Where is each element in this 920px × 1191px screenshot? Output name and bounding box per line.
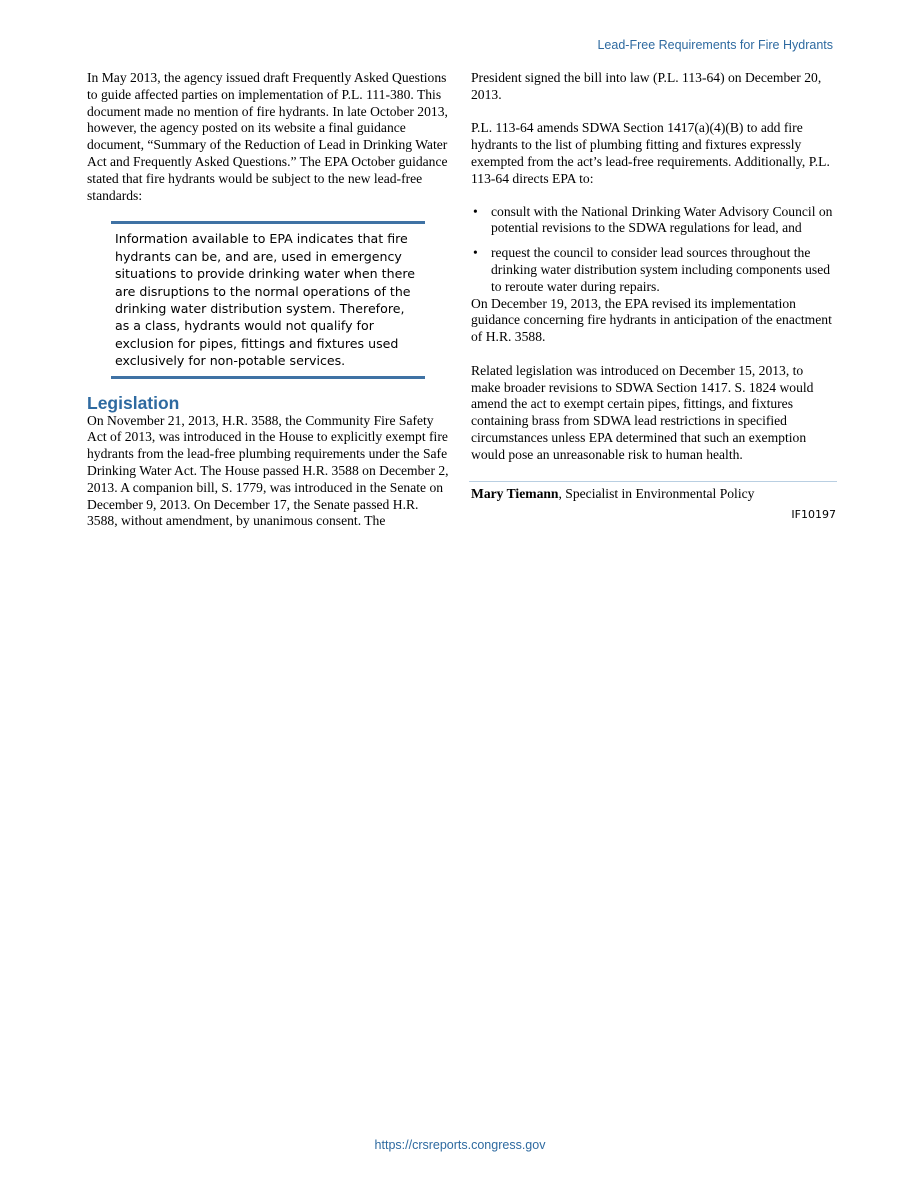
section-heading: Legislation [87,392,180,413]
block-quote: Information available to EPA indicates that fire hydrants can be, and are, used in emergency situations to provide drinking water when there are disruptions to the normal operations of the drinking water distribution system. Therefore, as a class, hydrants would not qualify for exclusion for pipes, fittings and fixtures used exclusively for non-potable services. [111,221,425,378]
author-divider [469,481,837,482]
author-name: Mary Tiemann [471,485,559,501]
running-header: Lead-Free Requirements for Fire Hydrants [597,38,833,52]
left-column [87,70,449,530]
author-line [471,486,836,503]
author-title: , Specialist in Environmental Policy [558,485,755,501]
list-item: • consult with the National Drinking Water Advisory Council on potential revisions to the SDWA regulations for lead, and [471,204,836,238]
body-paragraph: P.L. 113-64 amends SDWA Section 1417(a)(4)(B) to add fire hydrants to the list of plumbing fitting and fixtures expressly exempted from the act’s lead-free requirements. Additionally, P.L. 113-64 directs EPA to: [471,120,830,186]
list-item: • request the council to consider lead sources throughout the drinking water distribution system including components used to reroute water during repairs. [471,245,836,295]
body-paragraph: On November 21, 2013, H.R. 3588, the Community Fire Safety Act of 2013, was introduced in the House to explicitly exempt fire hydrants from the lead-free plumbing requirements under the Safe Drinking Water Act. The House passed H.R. 3588 on December 2, 2013. A companion bill, S. 1779, was introduced in the Senate on December 9, 2013. On December 17, the Senate passed H.R. 3588, without amendment, by unanimous consent. The [87,412,449,529]
document-id: IF10197 [791,508,836,522]
body-paragraph: On December 19, 2013, the EPA revised its implementation guidance concerning fire hydrants in anticipation of the enactment of H.R. 3588. [471,295,832,345]
body-paragraph: President signed the bill into law (P.L. 113-64) on December 20, 2013. [471,70,822,102]
body-paragraph: In May 2013, the agency issued draft Frequently Asked Questions to guide affected parties on implementation of P.L. 111-380. This document made no mention of fire hydrants. In late October 2013, however, the agency posted on its website a final guidance document, “Summary of the Reduction of Lead in Drinking Water Act and Frequently Asked Questions.” The EPA October guidance stated that fire hydrants would be subject to the new lead-free standards: [87,70,448,203]
footer-link[interactable]: https://crsreports.congress.gov [374,1138,546,1152]
bullet-list [471,204,836,296]
body-paragraph: Related legislation was introduced on December 15, 2013, to make broader revisions to SDWA Section 1417. S. 1824 would amend the act to exempt certain pipes, fittings, and fixtures containing brass from SDWA lead restrictions in specified circumstances unless EPA determined that such an exemption would pose an unreasonable risk to human health. [471,362,814,462]
right-column [471,70,836,524]
